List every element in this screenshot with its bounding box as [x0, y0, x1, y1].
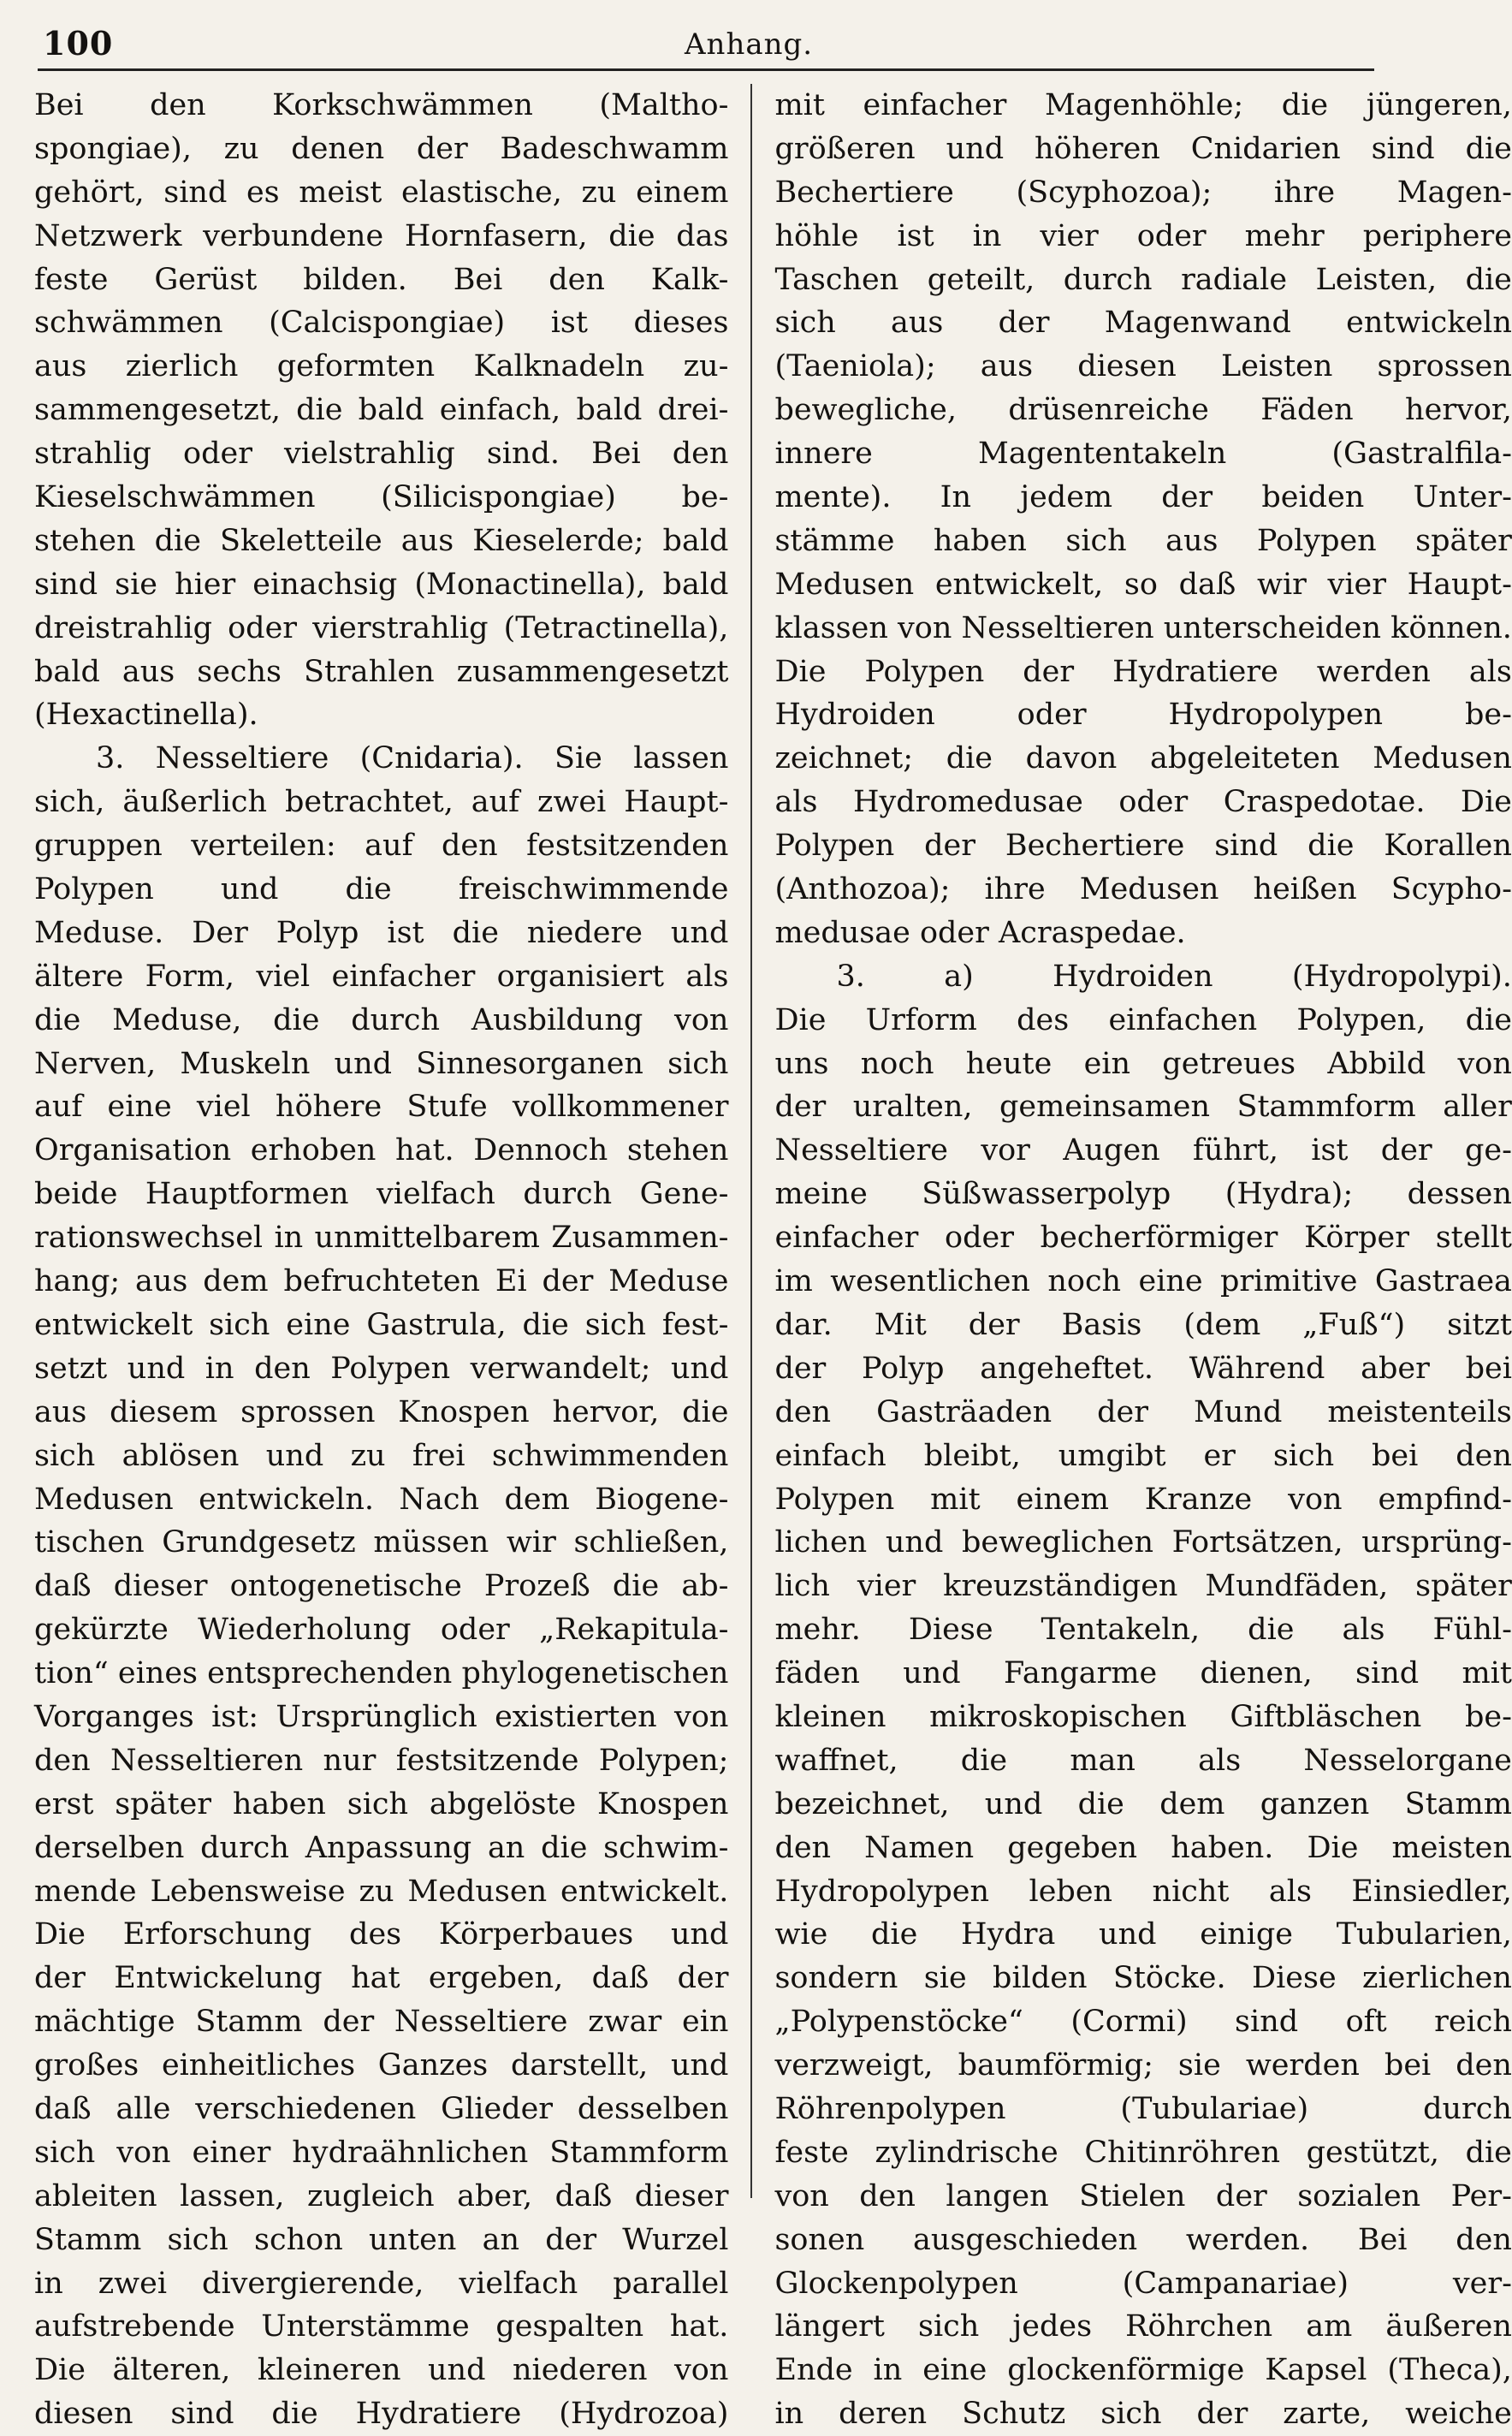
text-line: stehen die Skeletteile aus Kieselerde; bald: [34, 523, 729, 558]
text-line: rationswechsel in unmittelbarem Zusammen-: [34, 1221, 729, 1256]
text-line: verzweigt, baumförmig; sie werden bei den: [774, 2048, 1512, 2083]
text-line: Röhrenpolypen (Tubulariae) durch: [774, 2091, 1512, 2126]
text-line: hang; aus dem befruchteten Ei der Meduse: [34, 1264, 729, 1299]
text-line: sind sie hier einachsig (Monactinella), bald: [34, 567, 729, 602]
text-line: Nerven, Muskeln und Sinnesorganen sich: [34, 1046, 729, 1081]
text-line: in zwei divergierende, vielfach parallel: [34, 2266, 729, 2301]
text-line: Meduse. Der Polyp ist die niedere und: [34, 915, 729, 950]
text-line: Netzwerk verbundene Hornfasern, die das: [34, 218, 729, 253]
text-line: bezeichnet, und die dem ganzen Stamm: [774, 1786, 1512, 1821]
text-line: lich vier kreuzständigen Mundfäden, später: [774, 1569, 1512, 1604]
text-line: den Gasträaden der Mund meistenteils: [774, 1394, 1512, 1429]
text-line: als Hydromedusae oder Craspedotae. Die: [774, 785, 1512, 820]
text-line: Taschen geteilt, durch radiale Leisten, die: [774, 262, 1512, 297]
text-line: Die Polypen der Hydratiere werden als: [774, 654, 1512, 689]
text-line: mente). In jedem der beiden Unter-: [774, 480, 1512, 515]
text-line: meine Süßwasserpolyp (Hydra); dessen: [774, 1177, 1512, 1212]
text-line: Polypen mit einem Kranze von empfind-: [774, 1482, 1512, 1517]
text-line: tion“ eines entsprechenden phylogenetischen: [34, 1656, 729, 1691]
text-line: sich ablösen und zu frei schwimmenden: [34, 1438, 729, 1473]
text-line: bald aus sechs Strahlen zusammengesetzt: [34, 654, 729, 689]
text-line: aus zierlich geformten Kalknadeln zu-: [34, 349, 729, 384]
text-line: dar. Mit der Basis (dem „Fuß“) sitzt: [774, 1307, 1512, 1342]
text-line: Bei den Korkschwämmen (Maltho-: [34, 88, 729, 122]
text-line: innere Magententakeln (Gastralfila-: [774, 437, 1512, 472]
text-line: der Entwickelung hat ergeben, daß der: [34, 1961, 729, 1996]
text-line: gehört, sind es meist elastische, zu einem: [34, 175, 729, 210]
text-line: (Taeniola); aus diesen Leisten sprossen: [774, 349, 1512, 384]
text-line: mit einfacher Magenhöhle; die jüngeren,: [774, 88, 1512, 122]
text-line: einfach bleibt, umgibt er sich bei den: [774, 1438, 1512, 1473]
page-number: 100: [43, 24, 114, 62]
text-line: kleinen mikroskopischen Giftbläschen be-: [774, 1699, 1512, 1734]
text-line: lichen und beweglichen Fortsätzen, ursprüng-: [774, 1525, 1512, 1560]
text-line: den Nesseltieren nur festsitzende Polypen;: [34, 1743, 729, 1778]
text-line: Organisation erhoben hat. Dennoch stehen: [34, 1133, 729, 1168]
text-columns: [34, 84, 1512, 2432]
text-line: sich aus der Magenwand entwickeln: [774, 306, 1512, 341]
text-line: in deren Schutz sich der zarte, weiche: [774, 2397, 1512, 2432]
header-rule: [38, 68, 1374, 71]
text-line: mehr. Diese Tentakeln, die als Fühl-: [774, 1613, 1512, 1648]
text-line: großes einheitliches Ganzes darstellt, und: [34, 2048, 729, 2083]
text-line: die Meduse, die durch Ausbildung von: [34, 1002, 729, 1037]
text-line: mende Lebensweise zu Medusen entwickelt.: [34, 1874, 729, 1909]
text-line: „Polypenstöcke“ (Cormi) sind oft reich: [774, 2005, 1512, 2040]
text-line: Bechertiere (Scyphozoa); ihre Magen-: [774, 175, 1512, 210]
text-line: Die Urform des einfachen Polypen, die: [774, 1002, 1512, 1037]
text-line: sich, äußerlich betrachtet, auf zwei Haupt-: [34, 785, 729, 820]
text-line: entwickelt sich eine Gastrula, die sich fest-: [34, 1307, 729, 1342]
text-line: im wesentlichen noch eine primitive Gastraea: [774, 1264, 1512, 1299]
text-line: medusae oder Acraspedae.: [774, 915, 1186, 950]
text-line: erst später haben sich abgelöste Knospen: [34, 1786, 729, 1821]
text-line: (Hexactinella).: [34, 698, 258, 733]
left-column: [34, 84, 750, 2432]
text-line: waffnet, die man als Nesselorgane: [774, 1743, 1512, 1778]
text-line: wie die Hydra und einige Tubularien,: [774, 1917, 1512, 1952]
text-line: Die älteren, kleineren und niederen von: [34, 2353, 729, 2388]
text-line: Vorganges ist: Ursprünglich existierten von: [34, 1699, 729, 1734]
text-line: fäden und Fangarme dienen, sind mit: [774, 1656, 1512, 1691]
text-line: sich von einer hydraähnlichen Stammform: [34, 2135, 729, 2170]
text-line: Kieselschwämmen (Silicispongiae) be-: [34, 480, 729, 515]
text-line: auf eine viel höhere Stufe vollkommener: [34, 1090, 729, 1125]
text-line: sonen ausgeschieden werden. Bei den: [774, 2222, 1512, 2257]
text-line: Polypen der Bechertiere sind die Korallen: [774, 829, 1512, 864]
text-line: feste zylindrische Chitinröhren gestützt, die: [774, 2135, 1512, 2170]
text-line: spongiae), zu denen der Badeschwamm: [34, 131, 729, 166]
text-line: ältere Form, viel einfacher organisiert als: [34, 959, 729, 994]
text-line: gruppen verteilen: auf den festsitzenden: [34, 829, 729, 864]
text-line: diesen sind die Hydratiere (Hydrozoa): [34, 2397, 729, 2432]
text-line: von den langen Stielen der sozialen Per-: [774, 2178, 1512, 2213]
text-line: Polypen und die freischwimmende: [34, 872, 729, 907]
text-line: (Anthozoa); ihre Medusen heißen Scypho-: [774, 872, 1512, 907]
text-line: sondern sie bilden Stöcke. Diese zierlichen: [774, 1961, 1512, 1996]
text-line: der uralten, gemeinsamen Stammform aller: [774, 1090, 1512, 1125]
text-line: Hydroiden oder Hydropolypen be-: [774, 698, 1512, 733]
text-line: derselben durch Anpassung an die schwim-: [34, 1830, 729, 1865]
text-line: feste Gerüst bilden. Bei den Kalk-: [34, 262, 729, 297]
text-line: bewegliche, drüsenreiche Fäden hervor,: [774, 393, 1512, 428]
text-line: aus diesem sprossen Knospen hervor, die: [34, 1394, 729, 1429]
text-line: Medusen entwickelt, so daß wir vier Haupt-: [774, 567, 1512, 602]
text-line: tischen Grundgesetz müssen wir schließen,: [34, 1525, 729, 1560]
text-line: setzt und in den Polypen verwandelt; und: [34, 1351, 729, 1386]
text-line: größeren und höheren Cnidarien sind die: [774, 131, 1512, 166]
text-line: klassen von Nesseltieren unterscheiden können.: [774, 610, 1512, 645]
text-line: Die Erforschung des Körperbaues und: [34, 1917, 729, 1952]
text-line: daß dieser ontogenetische Prozeß die ab-: [34, 1569, 729, 1604]
text-line: daß alle verschiedenen Glieder desselben: [34, 2091, 729, 2126]
text-line: Glockenpolypen (Campanariae) ver-: [774, 2266, 1512, 2301]
text-line: dreistrahlig oder vierstrahlig (Tetractinella),: [34, 610, 729, 645]
text-line: Medusen entwickeln. Nach dem Biogene-: [34, 1482, 729, 1517]
text-line: höhle ist in vier oder mehr periphere: [774, 218, 1512, 253]
text-line: sammengesetzt, die bald einfach, bald drei-: [34, 393, 729, 428]
text-line: beide Hauptformen vielfach durch Gene-: [34, 1177, 729, 1212]
text-line: stämme haben sich aus Polypen später: [774, 523, 1512, 558]
text-line: Ende in eine glockenförmige Kapsel (Theca),: [774, 2353, 1512, 2388]
text-line: 3. a) Hydroiden (Hydropolypi).: [836, 959, 1512, 994]
text-line: gekürzte Wiederholung oder „Rekapitula-: [34, 1613, 729, 1648]
text-line: Nesseltiere vor Augen führt, ist der ge-: [774, 1133, 1512, 1168]
text-line: uns noch heute ein getreues Abbild von: [774, 1046, 1512, 1081]
text-line: Hydropolypen leben nicht als Einsiedler,: [774, 1874, 1512, 1909]
page-header: [34, 19, 1374, 67]
text-line: zeichnet; die davon abgeleiteten Medusen: [774, 741, 1512, 776]
text-line: schwämmen (Calcispongiae) ist dieses: [34, 306, 729, 341]
text-line: einfacher oder becherförmiger Körper stellt: [774, 1221, 1512, 1256]
text-line: ableiten lassen, zugleich aber, daß dieser: [34, 2178, 729, 2213]
text-line: 3. Nesseltiere (Cnidaria). Sie lassen: [96, 741, 729, 776]
text-line: der Polyp angeheftet. Während aber bei: [774, 1351, 1512, 1386]
right-column: [752, 84, 1512, 2432]
running-head: Anhang.: [685, 27, 814, 62]
text-line: strahlig oder vielstrahlig sind. Bei den: [34, 437, 729, 472]
text-line: längert sich jedes Röhrchen am äußeren: [774, 2309, 1512, 2344]
text-line: mächtige Stamm der Nesseltiere zwar ein: [34, 2005, 729, 2040]
text-line: den Namen gegeben haben. Die meisten: [774, 1830, 1512, 1865]
text-line: Stamm sich schon unten an der Wurzel: [34, 2222, 729, 2257]
text-line: aufstrebende Unterstämme gespalten hat.: [34, 2309, 729, 2344]
